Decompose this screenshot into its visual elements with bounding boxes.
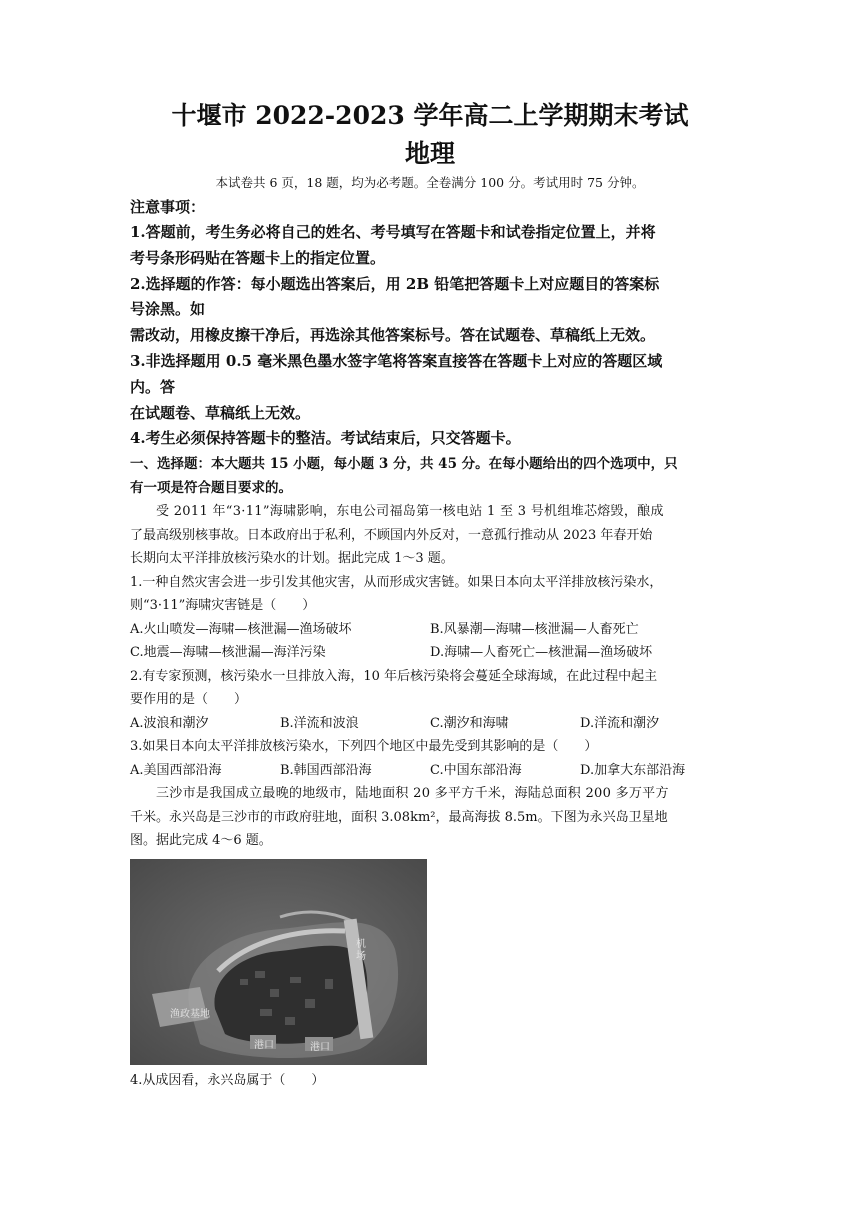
notice-line: 2.选择题的作答：每小题选出答案后，用 2B 铅笔把答题卡上对应题目的答案标 [130, 274, 660, 293]
option-b: B.洋流和波浪 [280, 715, 359, 731]
option-a: A.波浪和潮汐 [130, 715, 209, 731]
fishing-base-label: 渔政基地 [170, 1008, 210, 1020]
harbour-label-b: 港口 [310, 1041, 330, 1053]
option-c: C.中国东部沿海 [430, 762, 522, 778]
material-paragraph: 千米。永兴岛是三沙市的市政府驻地，面积 3.08km²，最高海拔 8.5m。下图为永兴岛卫星地 [130, 809, 668, 825]
question-stem: 要作用的是（ ） [130, 692, 248, 708]
material-paragraph: 了最高级别核事故。日本政府出于私利，不顾国内外反对，一意孤行推动从 2023 年春开始 [130, 527, 653, 543]
material-paragraph: 受 2011 年“3·11”海啸影响，东电公司福岛第一核电站 1 至 3 号机组堆芯熔毁，酿成 [156, 504, 664, 520]
options-row [130, 712, 730, 736]
option-d: D.海啸—人畜死亡—核泄漏—渔场破坏 [430, 645, 653, 661]
notice-line: 内。答 [130, 377, 176, 396]
section-heading: 有一项是符合题目要求的。 [130, 480, 292, 497]
satellite-map-figure [130, 859, 427, 1065]
exam-title: 十堰市 2022-2023 学年高二上学期期末考试 [171, 101, 689, 130]
satellite-map-image [130, 859, 427, 1065]
question-stem: 则“3·11”海啸灾害链是（ ） [130, 598, 316, 614]
question-stem: 1.一种自然灾害会进一步引发其他灾害，从而形成灾害链。如果日本向太平洋排放核污染水， [130, 574, 663, 590]
option-d: D.洋流和潮汐 [580, 715, 660, 731]
option-a: A.火山喷发—海啸—核泄漏—渔场破坏 [130, 621, 352, 637]
question-stem: 4.从成因看，永兴岛属于（ ） [130, 1072, 325, 1088]
question-stem: 3.如果日本向太平洋排放核污染水，下列四个地区中最先受到其影响的是（ ） [130, 739, 598, 755]
subject-title: 地理 [404, 139, 455, 168]
option-a: A.美国西部沿海 [130, 762, 222, 778]
notice-heading: 注意事项： [130, 198, 206, 216]
options-row [130, 618, 730, 642]
section-heading: 一、选择题：本大题共 15 小题，每小题 3 分，共 45 分。在每小题给出的四个选项中，只 [130, 456, 678, 473]
option-c: C.地震—海啸—核泄漏—海洋污染 [130, 645, 326, 661]
exam-page [130, 100, 730, 1092]
notice-line: 1.答题前，考生务必将自己的姓名、考号填写在答题卡和试卷指定位置上，并将 [130, 223, 656, 241]
material-paragraph: 图。据此完成 4～6 题。 [130, 833, 272, 849]
option-c: C.潮汐和海啸 [430, 715, 509, 731]
exam-intro: 本试卷共 6 页，18 题，均为必考题。全卷满分 100 分。考试用时 75 分钟。 [215, 175, 645, 190]
material-paragraph: 三沙市是我国成立最晚的地级市，陆地面积 20 多平方千米，海陆总面积 200 多万平方 [156, 786, 669, 802]
notice-line: 在试题卷、草稿纸上无效。 [130, 403, 311, 422]
question-stem: 2.有专家预测，核污染水一旦排放入海，10 年后核污染将会蔓延全球海域，在此过程中起主 [130, 668, 658, 684]
notice-line: 号涂黑。如 [130, 300, 206, 319]
option-b: B.风暴潮—海啸—核泄漏—人畜死亡 [430, 621, 639, 637]
options-row [130, 759, 730, 783]
option-b: B.韩国西部沿海 [280, 762, 372, 778]
option-d: D.加拿大东部沿海 [580, 762, 686, 778]
notice-line: 考号条形码贴在答题卡上的指定位置。 [130, 248, 386, 267]
material-paragraph: 长期向太平洋排放核污染水的计划。据此完成 1～3 题。 [130, 551, 454, 567]
options-row [130, 641, 730, 665]
notice-line: 需改动，用橡皮擦干净后，再选涂其他答案标号。答在试题卷、草稿纸上无效。 [130, 326, 656, 345]
harbour-label-a: 港口 [254, 1039, 274, 1051]
notice-line: 4.考生必须保持答题卡的整洁。考试结束后，只交答题卡。 [130, 429, 521, 448]
notice-line: 3.非选择题用 0.5 毫米黑色墨水签字笔将答案直接答在答题卡上对应的答题区域 [130, 351, 663, 370]
airport-label: 机场 [356, 938, 366, 962]
